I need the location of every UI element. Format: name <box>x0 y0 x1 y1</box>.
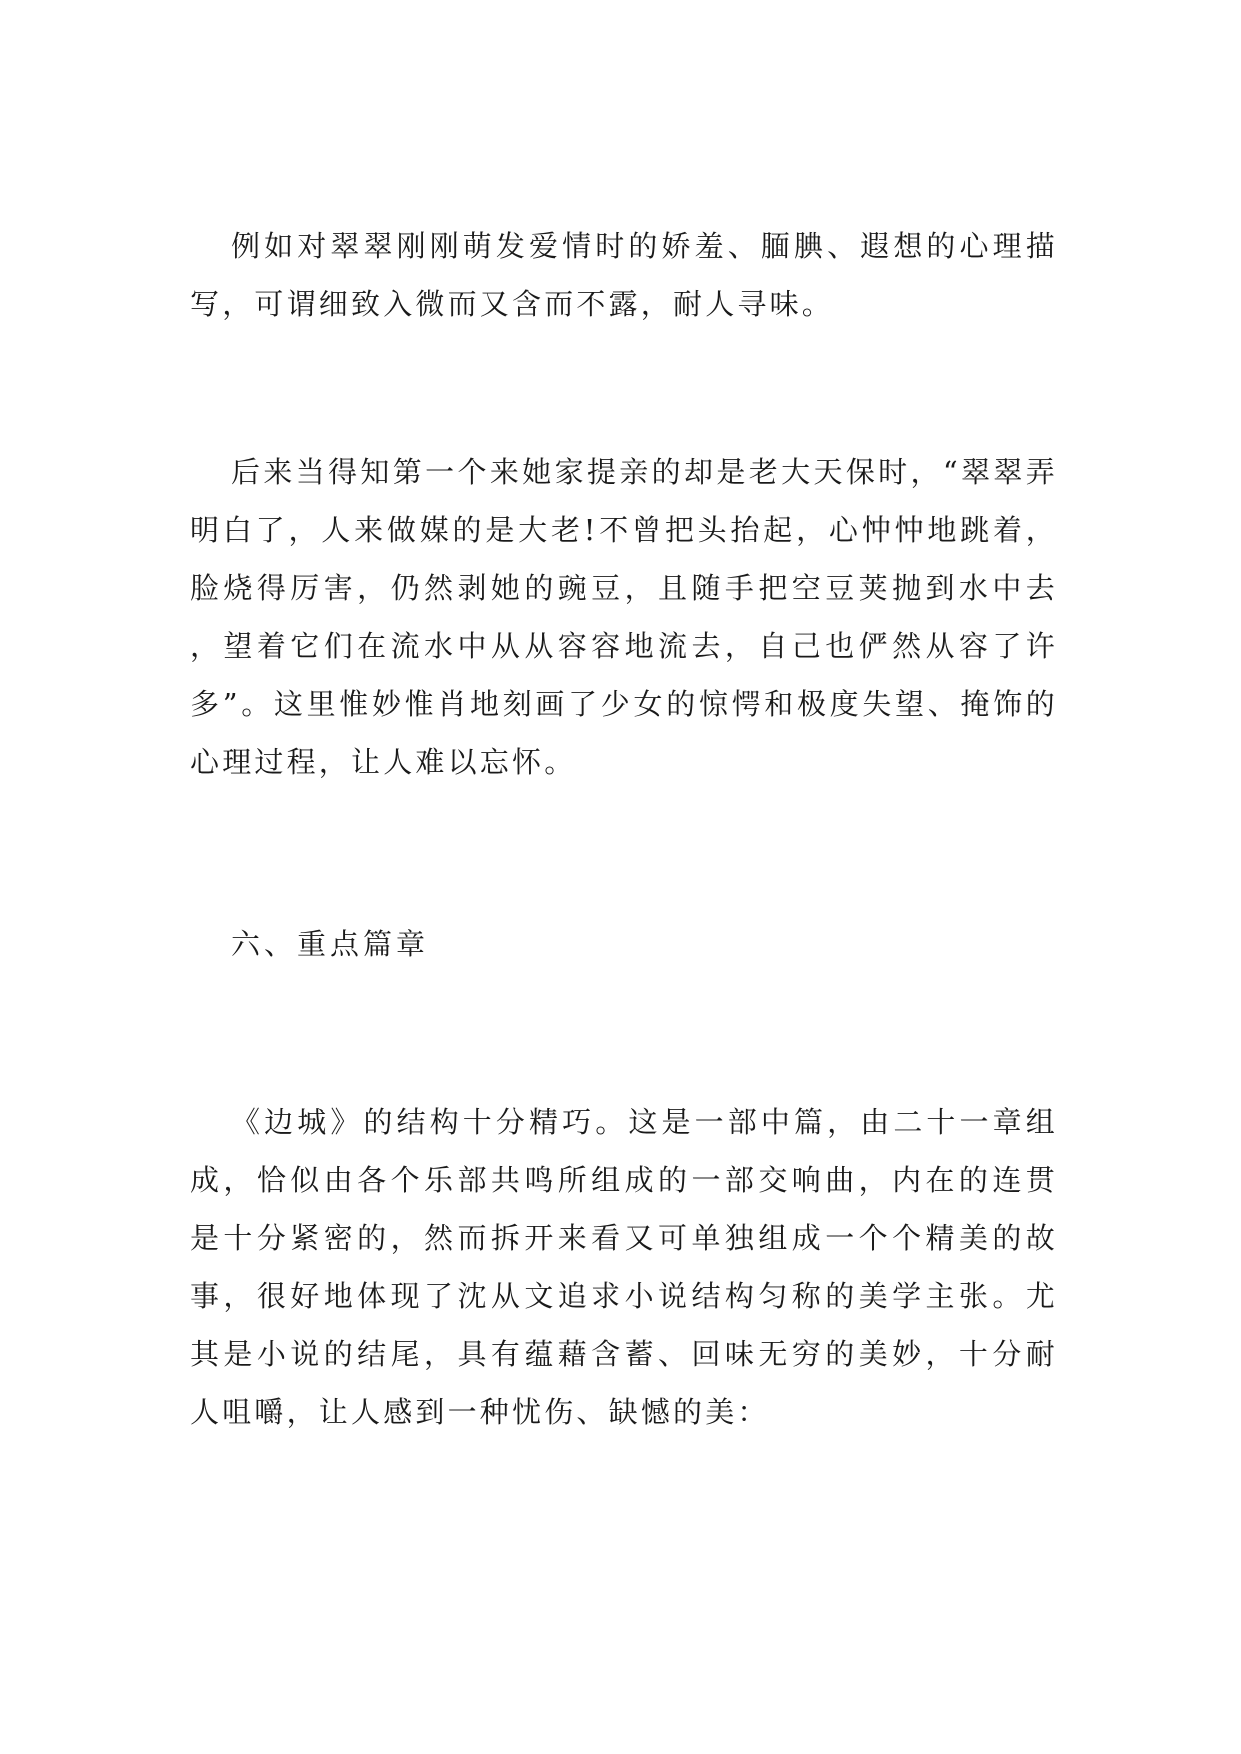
paragraph-proposal-reaction: 后来当得知第一个来她家提亲的却是老大天保时，“翠翠弄明白了，人来做媒的是大老!不曾把头抬起，心忡忡地跳着，脸烧得厉害，仍然剥她的豌豆，且随手把空豆荚抛到水中去，望着它们在流水中从从容容地流去，自己也俨然从容了许多”。这里惟妙惟肖地刻画了少女的惊愕和极度失望、掩饰的心理过程，让人难以忘怀。 <box>190 455 1058 779</box>
paragraph-novel-structure: 《边城》的结构十分精巧。这是一部中篇，由二十一章组成，恰似由各个乐部共鸣所组成的一部交响曲，内在的连贯是十分紧密的，然而拆开来看又可单独组成一个个精美的故事，很好地体现了沈从文追求小说结构匀称的美学主张。尤其是小说的结尾，具有蕴藉含蓄、回味无穷的美妙，十分耐人咀嚼，让人感到一种忧伤、缺憾的美： <box>190 1105 1058 1429</box>
section-heading-key-chapters: 六、重点篇章 <box>231 927 430 961</box>
paragraph-cuicui-first-love: 例如对翠翠刚刚萌发爱情时的娇羞、腼腆、遐想的心理描写，可谓细致入微而又含而不露，耐人寻味。 <box>190 229 1058 321</box>
